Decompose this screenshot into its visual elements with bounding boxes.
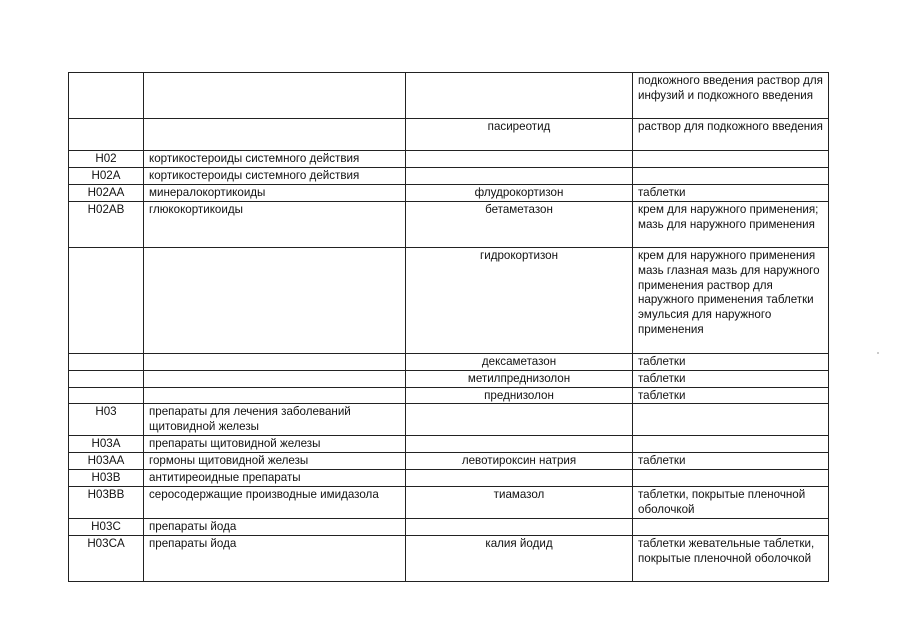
dosage-form-cell — [633, 404, 829, 436]
group-name-cell — [144, 119, 406, 151]
group-name-cell: кортикостероиды системного действия — [144, 167, 406, 184]
group-name-cell: глюкокортикоиды — [144, 201, 406, 247]
table-row — [69, 470, 829, 487]
atc-code-cell — [69, 247, 144, 353]
dosage-form-cell: крем для наружного применения; мазь для наружного применения — [633, 201, 829, 247]
drug-name-cell: калия йодид — [406, 535, 633, 581]
table-row — [69, 201, 829, 247]
dosage-form-cell: таблетки жевательные таблетки, покрытые пленочной оболочкой — [633, 535, 829, 581]
dosage-form-cell: таблетки, покрытые пленочной оболочкой — [633, 486, 829, 518]
drug-name-cell — [406, 73, 633, 119]
dosage-form-cell: таблетки — [633, 453, 829, 470]
atc-code-cell — [69, 119, 144, 151]
group-name-cell: гормоны щитовидной железы — [144, 453, 406, 470]
atc-code-cell — [69, 387, 144, 404]
drug-name-cell: гидрокортизон — [406, 247, 633, 353]
dosage-form-cell: таблетки — [633, 184, 829, 201]
atc-code-cell: H02 — [69, 151, 144, 168]
group-name-cell: препараты йода — [144, 518, 406, 535]
group-name-cell — [144, 247, 406, 353]
drug-name-cell — [406, 436, 633, 453]
group-name-cell: препараты йода — [144, 535, 406, 581]
drug-name-cell — [406, 518, 633, 535]
drug-name-cell: пасиреотид — [406, 119, 633, 151]
table-row — [69, 535, 829, 581]
table-row — [69, 73, 829, 119]
drug-name-cell: метилпреднизолон — [406, 370, 633, 387]
atc-code-cell: H03BB — [69, 486, 144, 518]
dosage-form-cell — [633, 436, 829, 453]
group-name-cell — [144, 353, 406, 370]
drug-name-cell — [406, 151, 633, 168]
atc-code-cell: H03C — [69, 518, 144, 535]
atc-code-cell: H03B — [69, 470, 144, 487]
atc-code-cell: H03A — [69, 436, 144, 453]
dosage-form-cell — [633, 470, 829, 487]
dosage-form-cell: крем для наружного применения мазь глазная мазь для наружного применения раствор для наружного применения таблетки эмульсия для наружного применения — [633, 247, 829, 353]
table-row — [69, 370, 829, 387]
table-row — [69, 167, 829, 184]
table-row — [69, 436, 829, 453]
table-row — [69, 184, 829, 201]
group-name-cell: препараты щитовидной железы — [144, 436, 406, 453]
atc-code-cell — [69, 73, 144, 119]
table-row — [69, 453, 829, 470]
scan-speck — [877, 352, 879, 354]
atc-code-cell — [69, 370, 144, 387]
table-row — [69, 486, 829, 518]
atc-code-cell — [69, 353, 144, 370]
dosage-form-cell: раствор для подкожного введения — [633, 119, 829, 151]
dosage-form-cell — [633, 167, 829, 184]
table-row — [69, 119, 829, 151]
drug-name-cell: бетаметазон — [406, 201, 633, 247]
dosage-form-cell — [633, 151, 829, 168]
atc-code-cell: H03 — [69, 404, 144, 436]
atc-code-cell: H03CA — [69, 535, 144, 581]
dosage-form-cell: подкожного введения раствор для инфузий и подкожного введения — [633, 73, 829, 119]
group-name-cell: минералокортикоиды — [144, 184, 406, 201]
atc-code-cell: H02AB — [69, 201, 144, 247]
table-row — [69, 387, 829, 404]
table-row — [69, 518, 829, 535]
group-name-cell — [144, 387, 406, 404]
drug-name-cell: флудрокортизон — [406, 184, 633, 201]
table-row — [69, 404, 829, 436]
drug-name-cell: преднизолон — [406, 387, 633, 404]
drug-name-cell — [406, 470, 633, 487]
dosage-form-cell — [633, 518, 829, 535]
drug-name-cell: тиамазол — [406, 486, 633, 518]
atc-code-cell: H02A — [69, 167, 144, 184]
group-name-cell: кортикостероиды системного действия — [144, 151, 406, 168]
table-body — [69, 73, 829, 582]
atc-code-cell: H03AA — [69, 453, 144, 470]
group-name-cell: антитиреоидные препараты — [144, 470, 406, 487]
drug-name-cell — [406, 404, 633, 436]
group-name-cell — [144, 370, 406, 387]
group-name-cell: препараты для лечения заболеваний щитовидной железы — [144, 404, 406, 436]
table-row — [69, 151, 829, 168]
table-row — [69, 247, 829, 353]
drug-name-cell: левотироксин натрия — [406, 453, 633, 470]
drug-name-cell — [406, 167, 633, 184]
atc-code-cell: H02AA — [69, 184, 144, 201]
group-name-cell: серосодержащие производные имидазола — [144, 486, 406, 518]
drug-name-cell: дексаметазон — [406, 353, 633, 370]
table-row — [69, 353, 829, 370]
group-name-cell — [144, 73, 406, 119]
dosage-form-cell: таблетки — [633, 370, 829, 387]
drug-classification-table — [68, 72, 829, 582]
dosage-form-cell: таблетки — [633, 387, 829, 404]
dosage-form-cell: таблетки — [633, 353, 829, 370]
